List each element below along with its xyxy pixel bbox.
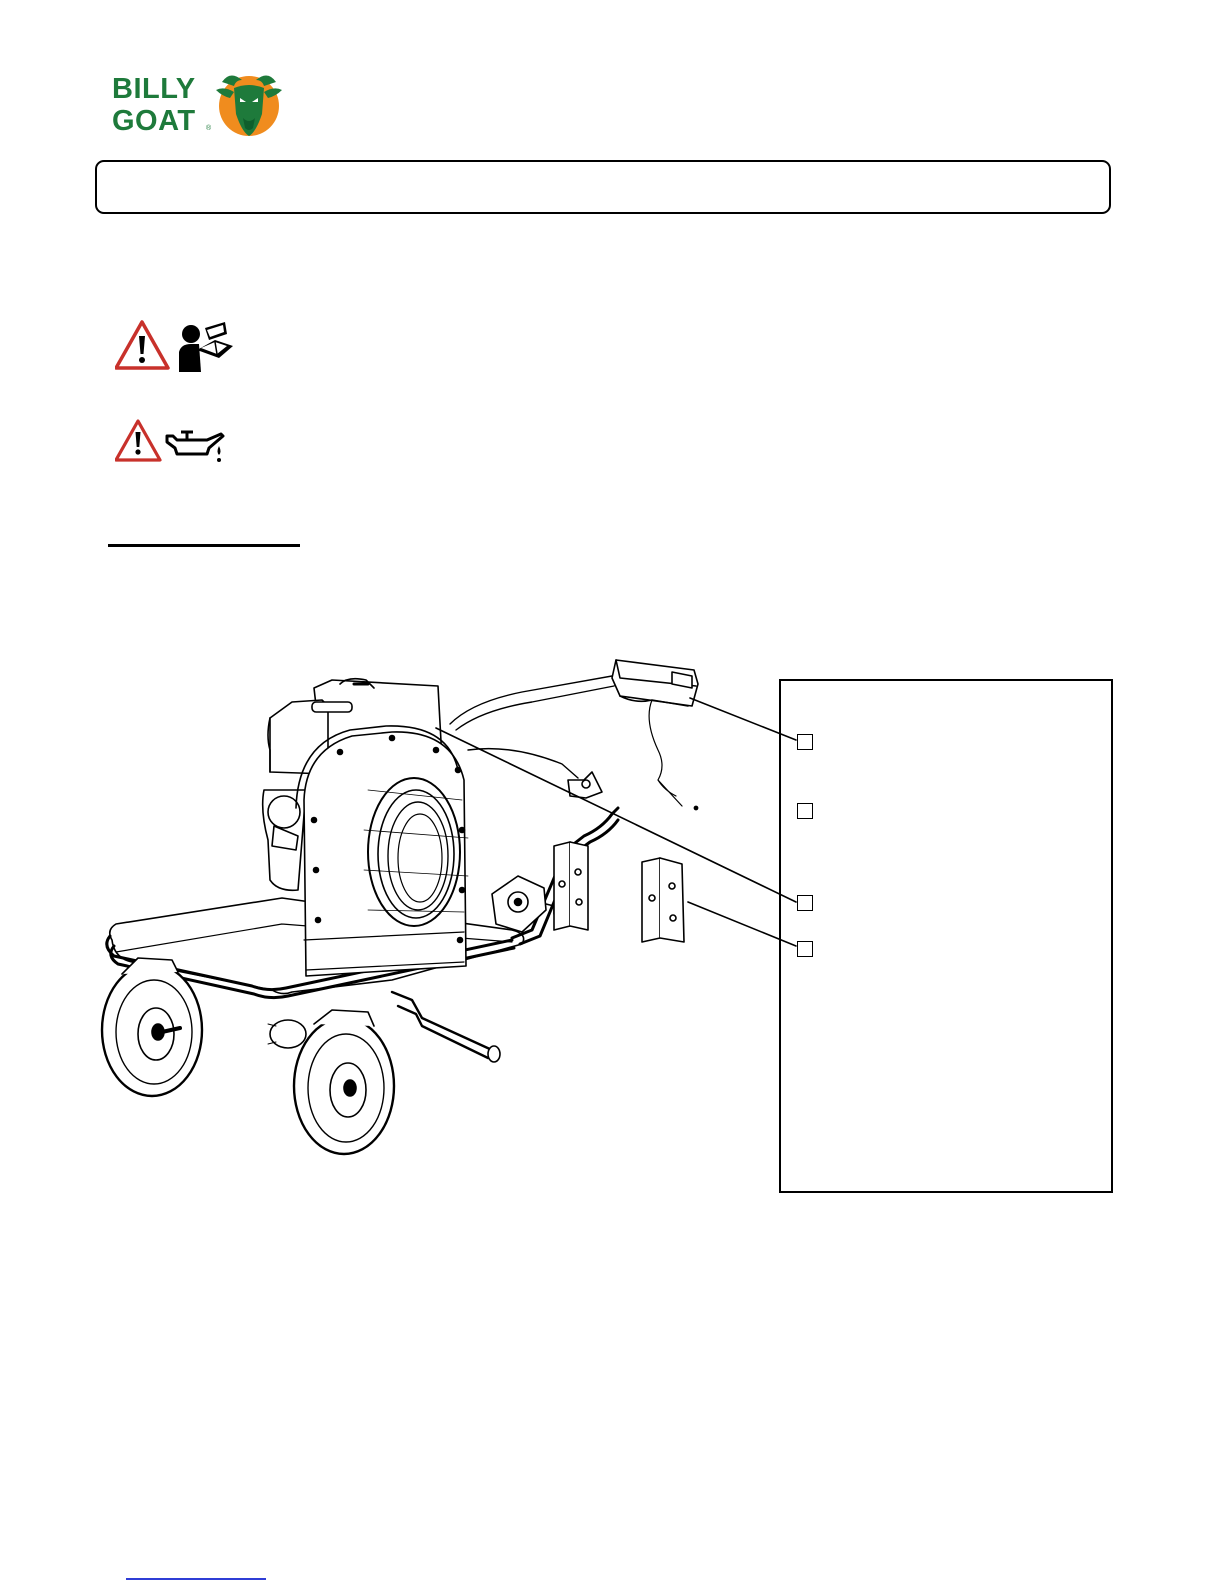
footer-link-underline[interactable] — [126, 1578, 266, 1580]
part-checkbox-1[interactable] — [797, 734, 813, 750]
warning-icons-2 — [115, 418, 229, 466]
trademark-mark: ® — [206, 125, 212, 132]
logo-text-billy: BILLY — [112, 73, 196, 105]
logo-text-goat: GOAT — [112, 105, 196, 137]
wheel-right — [268, 1010, 394, 1154]
warning-read-manual-row — [115, 318, 239, 374]
part-checkbox-4[interactable] — [797, 941, 813, 957]
blower-housing — [296, 726, 468, 976]
part-checkbox-3[interactable] — [797, 895, 813, 911]
goat-head-icon — [216, 75, 282, 136]
title-box — [95, 160, 1111, 214]
warning-triangle-icon — [116, 322, 168, 368]
part-checkbox-2[interactable] — [797, 803, 813, 819]
control-box — [612, 660, 698, 810]
billy-goat-logo — [112, 68, 284, 140]
parts-list-box — [779, 679, 1113, 1193]
warning-oil-row — [115, 418, 229, 466]
read-manual-icon — [179, 322, 233, 372]
cables — [450, 676, 614, 778]
mounting-brackets — [554, 842, 684, 942]
logo-graphic — [112, 68, 284, 140]
warning-triangle-icon — [116, 421, 160, 460]
oil-can-icon — [167, 432, 223, 462]
warning-icons-1 — [115, 318, 239, 374]
section-heading-underline — [108, 544, 300, 547]
